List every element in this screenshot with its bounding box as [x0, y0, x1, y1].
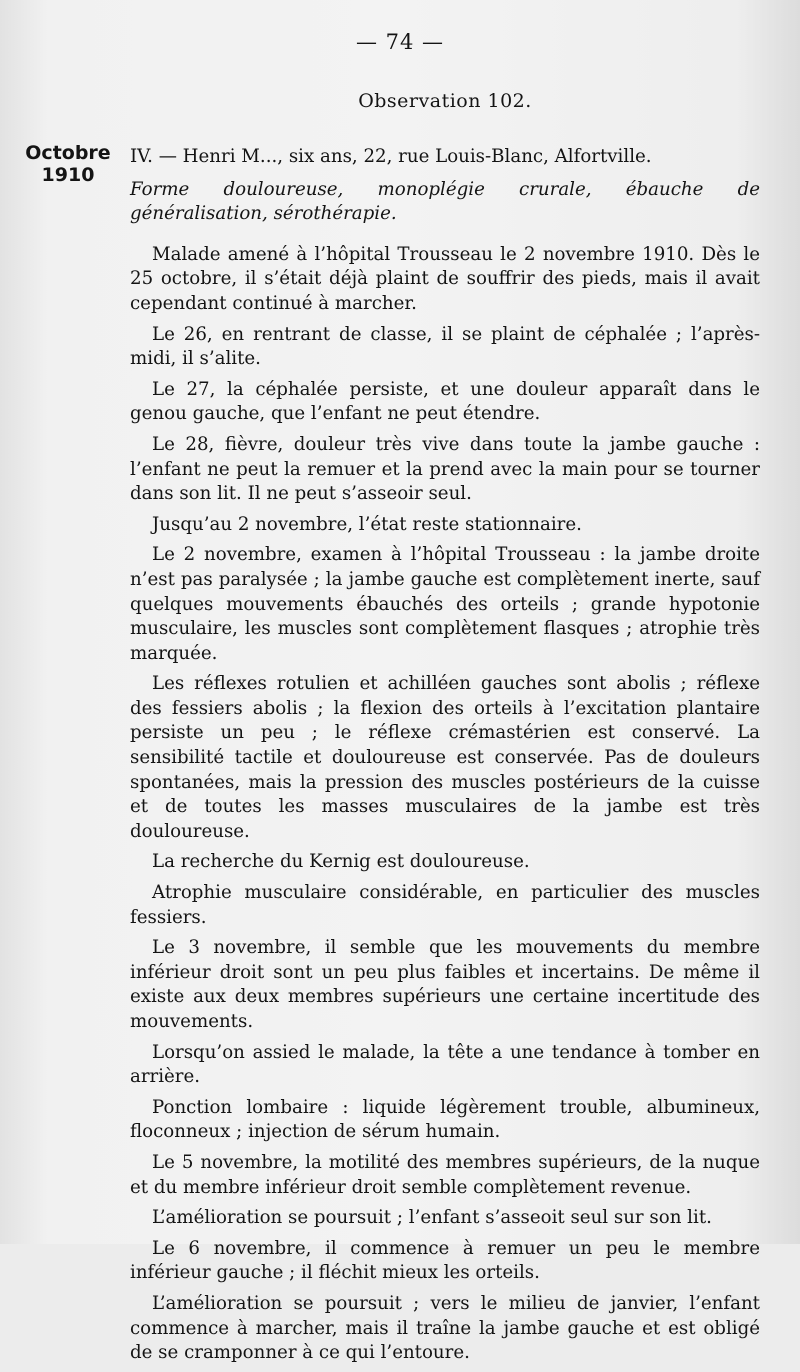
- paragraph: Atrophie musculaire considérable, en particulier des muscles fessiers.: [130, 882, 760, 928]
- paragraph: Lorsqu’on assied le malade, la tête a une tendance à tomber en arrière.: [130, 1041, 760, 1088]
- observation-title: Observation 102.: [358, 90, 532, 112]
- paragraph: Le 3 novembre, il semble que les mouvements du membre inférieur droit sont un peu plus faibles et incertains. De même il existe aux deux membres supérieurs une certaine incertitude des mouvements.: [130, 937, 760, 1032]
- paragraph: L’amélioration se poursuit ; l’enfant s’asseoit seul sur son lit.: [152, 1207, 712, 1229]
- case-subtitle: Forme douloureuse, monoplégie crurale, ébauche de généralisation, sérothérapie.: [130, 178, 760, 225]
- paragraph: Le 27, la céphalée persiste, et une douleur apparaît dans le genou gauche, que l’enfant ne peut étendre.: [130, 378, 760, 425]
- paragraph: Jusqu’au 2 novembre, l’état reste stationnaire.: [152, 513, 582, 535]
- patient-header: IV. — Henri M..., six ans, 22, rue Louis-Blanc, Alfortville.: [130, 146, 652, 167]
- paragraph: Le 28, fièvre, douleur très vive dans toute la jambe gauche : l’enfant ne peut la remuer et la prend avec la main pour se tourner dans son lit. Il ne peut s’asseoir seul.: [130, 433, 760, 505]
- page-number: — 74 —: [355, 30, 445, 54]
- paragraph: Les réflexes rotulien et achilléen gauches sont abolis ; réflexe des fessiers abolis ; la flexion des orteils à l’excitation plantaire persiste un peu ; le réflexe crémastérien est conservé. La sensibilité tactile et douloureuse est conservée. Pas de douleurs spontanées, mais la pression des muscles postérieurs de la cuisse et de toutes les masses musculaires de la jambe est très douloureuse.: [130, 673, 760, 842]
- paragraph: Le 2 novembre, examen à l’hôpital Trousseau : la jambe droite n’est pas paralysée ; la jambe gauche est complètement inerte, sauf quelques mouvements ébauchés des orteils ; grande hypotonie musculaire, les muscles sont complètement flasques ; atrophie très marquée.: [130, 544, 760, 664]
- paragraph: Malade amené à l’hôpital Trousseau le 2 novembre 1910. Dès le 25 octobre, il s’était déjà plaint de souffrir des pieds, mais il avait cependant continué à marcher.: [130, 243, 760, 314]
- paragraph: Ponction lombaire : liquide légèrement trouble, albumineux, floconneux ; injection de sérum humain.: [130, 1096, 760, 1143]
- paragraph: Le 6 novembre, il commence à remuer un peu le membre inférieur gauche ; il fléchit mieux les orteils.: [130, 1237, 760, 1284]
- paragraph: L’amélioration se poursuit ; vers le milieu de janvier, l’enfant commence à marcher, mais il traîne la jambe gauche et est obligé de se cramponner à ce qui l’entoure.: [130, 1292, 760, 1364]
- observation-content: [130, 145, 760, 1372]
- margin-year: 1910: [41, 164, 95, 186]
- body-text: [130, 243, 760, 1366]
- paragraph: Le 5 novembre, la motilité des membres supérieurs, de la nuque et du membre inférieur droit semble complètement revenue.: [130, 1151, 760, 1198]
- paragraph: Le 26, en rentrant de classe, il se plaint de céphalée ; l’après-midi, il s’alite.: [130, 323, 760, 370]
- paragraph: La recherche du Kernig est douloureuse.: [152, 851, 530, 873]
- margin-date-note: [18, 142, 118, 186]
- margin-month: Octobre: [25, 142, 111, 164]
